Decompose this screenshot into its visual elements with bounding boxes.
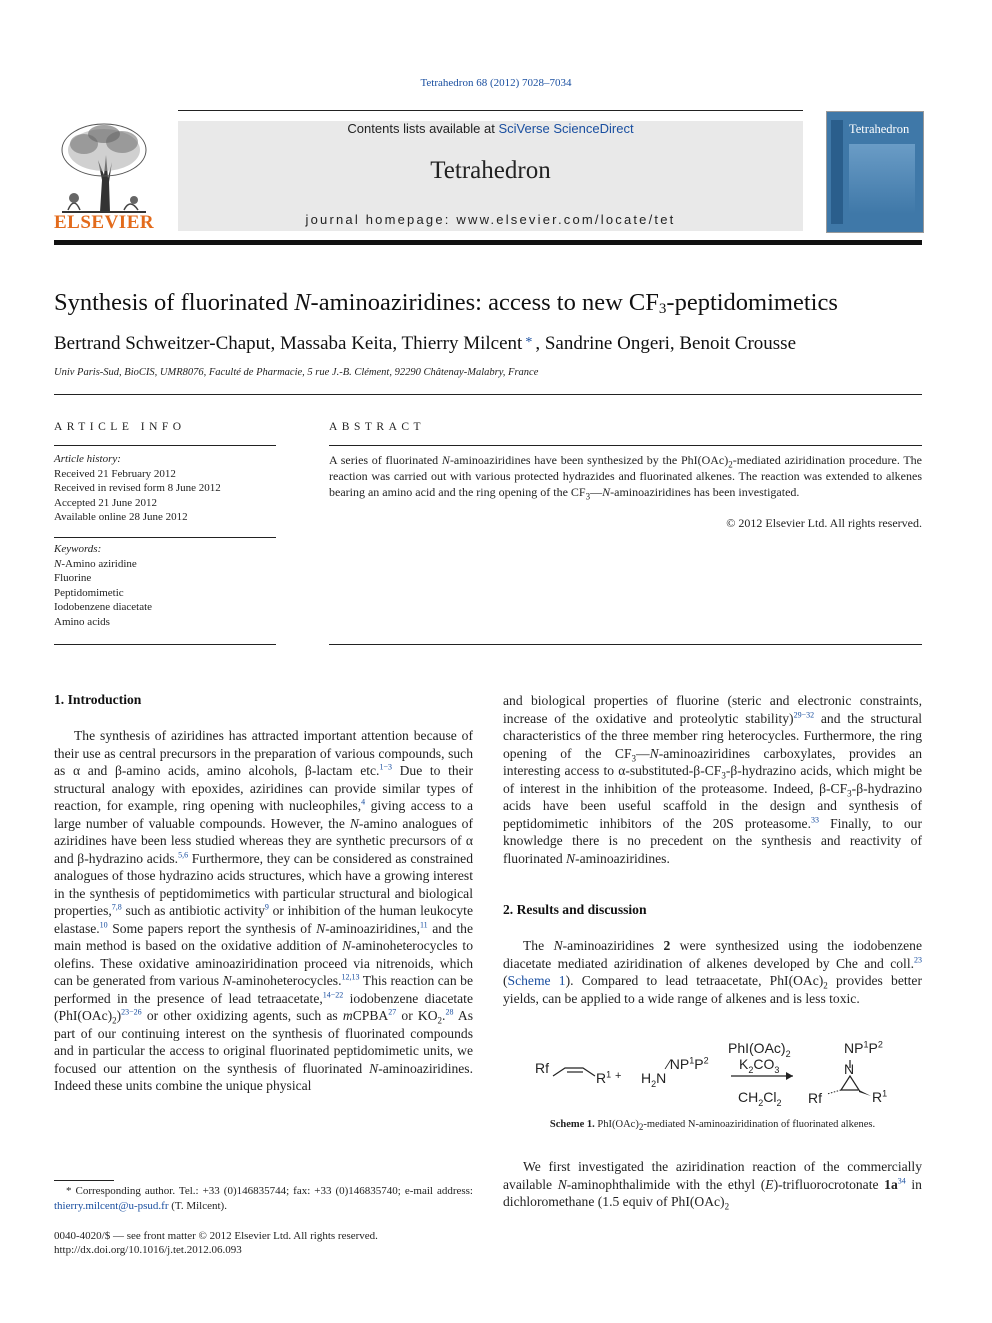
product-r1-label: $R^1$ bbox=[872, 1088, 888, 1105]
journal-banner bbox=[178, 121, 803, 231]
contents-prefix: Contents lists available at bbox=[347, 121, 499, 136]
article-info-heading: ARTICLE INFO bbox=[54, 421, 186, 433]
keyword: Amino acids bbox=[54, 615, 110, 628]
header-thick-rule bbox=[54, 240, 922, 245]
corresponding-author-note: * Corresponding author. Tel.: +33 (0)146835744; fax: +33 (0)146835740; e-mail address: thierry.milcent@u-psud.fr (T. Milcent). bbox=[54, 1185, 473, 1212]
intro-text-continued: and biological properties of fluorine (steric and electronic constraints, increase of the oxidative and proteolytic stability)$^{29-32}$ and the structural characteristics of the three member ring heterocycles. Furthermore, the ring opening of the $CF_3—N$-aminoaziridines carboxylates, provides an interesting access to $\alpha-substituted-\beta-CF_3-\beta$-hydrazino acids, which might be of interest in the inhibition of the proteasome. Indeed, $\beta-CF_3-\beta$-hydrazino acids have been useful scaffold in the design and synthesis of peptidomimetic inhibitors of the 20S proteasome.$^{33}$ Finally, to our knowledge there is no precedent on the synthesis and reactivity of fluorinated N-aminoaziridines. bbox=[503, 693, 923, 866]
results-text: The N-aminoaziridines 2 were synthesized using the iodobenzene diacetate mediated aziridination of alkenes developed by Che and coll.$^{23}$ (Scheme 1). Compared to lead tetraacetate, $PhI(OAc)_2$ provides better yields, can be applied to a wide range of alkenes and is less toxic. bbox=[503, 938, 922, 1006]
abstract-heading: ABSTRACT bbox=[329, 421, 426, 433]
product-rf-label: Rf bbox=[808, 1090, 822, 1106]
results-text-2: We first investigated the aziridination reaction of the commercially available N-aminophthalimide with the ethyl (E)-trifluorocrotonate $1a^{34}$ in dichloromethane (1.5 equiv of $PhI(OAc)_2$ bbox=[503, 1159, 922, 1212]
journal-name: Tetrahedron bbox=[430, 157, 551, 184]
sciencedirect-link[interactable]: SciVerse ScienceDirect bbox=[498, 121, 634, 136]
doi-link[interactable]: http://dx.doi.org/10.1016/j.tet.2012.06.093 bbox=[54, 1244, 242, 1256]
keyword: N-Amino aziridine bbox=[54, 557, 137, 570]
journal-cover bbox=[826, 111, 924, 233]
copyright: © 2012 Elsevier Ltd. All rights reserved. bbox=[726, 516, 922, 530]
keywords-rule bbox=[54, 644, 276, 645]
cover-art bbox=[849, 144, 915, 214]
scheme-caption: Scheme 1. $PhI(OAc)_2$-mediated N-aminoaziridination of fluorinated alkenes. bbox=[549, 1119, 876, 1133]
reagent-ch2cl2: $CH_2Cl_2$ bbox=[738, 1089, 782, 1108]
n-label: N bbox=[844, 1061, 855, 1077]
homepage-url[interactable]: www.elsevier.com/locate/tet bbox=[456, 212, 676, 227]
keyword: Peptidomimetic bbox=[54, 586, 124, 599]
info-rule bbox=[54, 445, 276, 446]
rf-label: Rf bbox=[535, 1060, 549, 1076]
reagent-k2co3: $K_2CO_3$ bbox=[739, 1056, 780, 1075]
results-heading: 2. Results and discussion bbox=[503, 902, 647, 917]
elsevier-logo bbox=[54, 120, 154, 235]
issn-line: 0040-4020/$ — see front matter © 2012 Elsevier Ltd. All rights reserved. bbox=[54, 1230, 378, 1242]
homepage-label: journal homepage: bbox=[305, 212, 457, 227]
journal-citation[interactable]: Tetrahedron 68 (2012) 7028–7034 bbox=[420, 77, 572, 89]
keywords: Keywords: N-Amino aziridine Fluorine Peptidomimetic Iodobenzene diacetate Amino acids bbox=[54, 542, 276, 629]
intro-heading: 1. Introduction bbox=[54, 692, 142, 707]
contents-line bbox=[178, 121, 803, 136]
abstract-rule bbox=[329, 445, 922, 446]
affil-rule bbox=[54, 394, 922, 395]
keyword: Fluorine bbox=[54, 572, 92, 584]
hydrazide-label: $H_2N$ $∕NP^1P^2$ bbox=[641, 1055, 709, 1089]
affiliation: Univ Paris-Sud, BioCIS, UMR8076, Faculté de Pharmacie, 5 rue J.-B. Clément, 92290 Châtenay-Malabry, France bbox=[54, 367, 539, 378]
elsevier-wordmark: ELSEVIER bbox=[54, 212, 155, 233]
elsevier-tree-icon bbox=[54, 120, 154, 216]
scheme-1 bbox=[503, 1034, 922, 1114]
keyword: Iodobenzene diacetate bbox=[54, 601, 153, 613]
cover-title: Tetrahedron bbox=[849, 122, 910, 136]
article-authors: Bertrand Schweitzer-Chaput, Massaba Keita, Thierry Milcent * , Sandrine Ongeri, Benoit Crousse bbox=[54, 333, 796, 354]
cover-stripe bbox=[831, 120, 843, 224]
footnote-rule bbox=[54, 1180, 114, 1181]
reagent-phi: $PhI(OAc)_2$ bbox=[728, 1040, 791, 1059]
abstract-text: A series of fluorinated N-aminoaziridines have been synthesized by the $PhI(OAc)_2$-mediated aziridination procedure. The reaction was carried out with various protected hydrazides and fluorinated alkenes. The reaction was extended to alkenes bearing an amino acid and the ring opening of the $CF_3—N$-aminoaziridines has been investigated. bbox=[329, 453, 923, 502]
email-link[interactable]: thierry.milcent@u-psud.fr bbox=[54, 1199, 169, 1212]
intro-text: The synthesis of aziridines has attracted important attention because of their use as central precursors in the preparation of various compounds, such as α and β-amino acids, amino alcohols, β-lactam etc.$^{1-3}$ Due to their structural analogy with epoxides, aziridines can provide similar types of reaction, for example, ring opening with nucleophiles,$^4$ giving access to a large number of valuable compounds. However, the N-amino analogues of aziridines have been less studied whereas they are synthetic precursors of α and β-hydrazino acids.$^{5,6}$ Furthermore, they can be considered as constrained analogues of those hydrazino acids structures, which have a growing interest in the synthesis of peptidomimetics with particular structural and biological properties,$^{7,8}$ such as antibiotic activity$^9$ or inhibition of the human leukocyte elastase.$^{10}$ Some papers report the synthesis of N-aminoaziridines,$^{11}$ and the main method is based on the oxidative addition of N-aminoheterocycles to olefins. These oxidative aminoaziridination proceed via nitrenoids, which can be generated from various N-aminoheterocycles.$^{12,13}$ This reaction can be performed in the presence of lead tetraacetate,$^{14-22}$ iodobenzene diacetate $(PhI(OAc)_2)^{23-26}$ or other oxidizing agents, such as mCPBA$^{27}$ or $KO_2.^{28}$ As part of our continuing interest on the synthesis of fluorinated compounds and in particular the access to original fluorinated peptidomimetic units, we focused our attention on the synthesis of fluorinated N-aminoaziridines. Indeed these units combine the unique physical bbox=[54, 728, 474, 1093]
article-history: Article history: Received 21 February 2012 Received in revised form 8 June 2012 Accepted 21 June 2012 Available online 28 June 2012 bbox=[54, 453, 221, 523]
history-rule bbox=[54, 537, 276, 538]
r1-label: $R^1$ + bbox=[596, 1069, 622, 1086]
article-title: Synthesis of fluorinated N-aminoaziridines: access to new $CF_3$-peptidomimetics bbox=[54, 289, 838, 317]
header-rule bbox=[178, 110, 803, 111]
np1p2-label: $NP^1P^2$ bbox=[844, 1039, 883, 1056]
corresponding-star-link[interactable]: * bbox=[525, 335, 533, 350]
abstract-bottom-rule bbox=[329, 644, 922, 645]
scheme-1-link[interactable]: Scheme 1 bbox=[507, 973, 566, 988]
homepage-line bbox=[178, 212, 803, 227]
